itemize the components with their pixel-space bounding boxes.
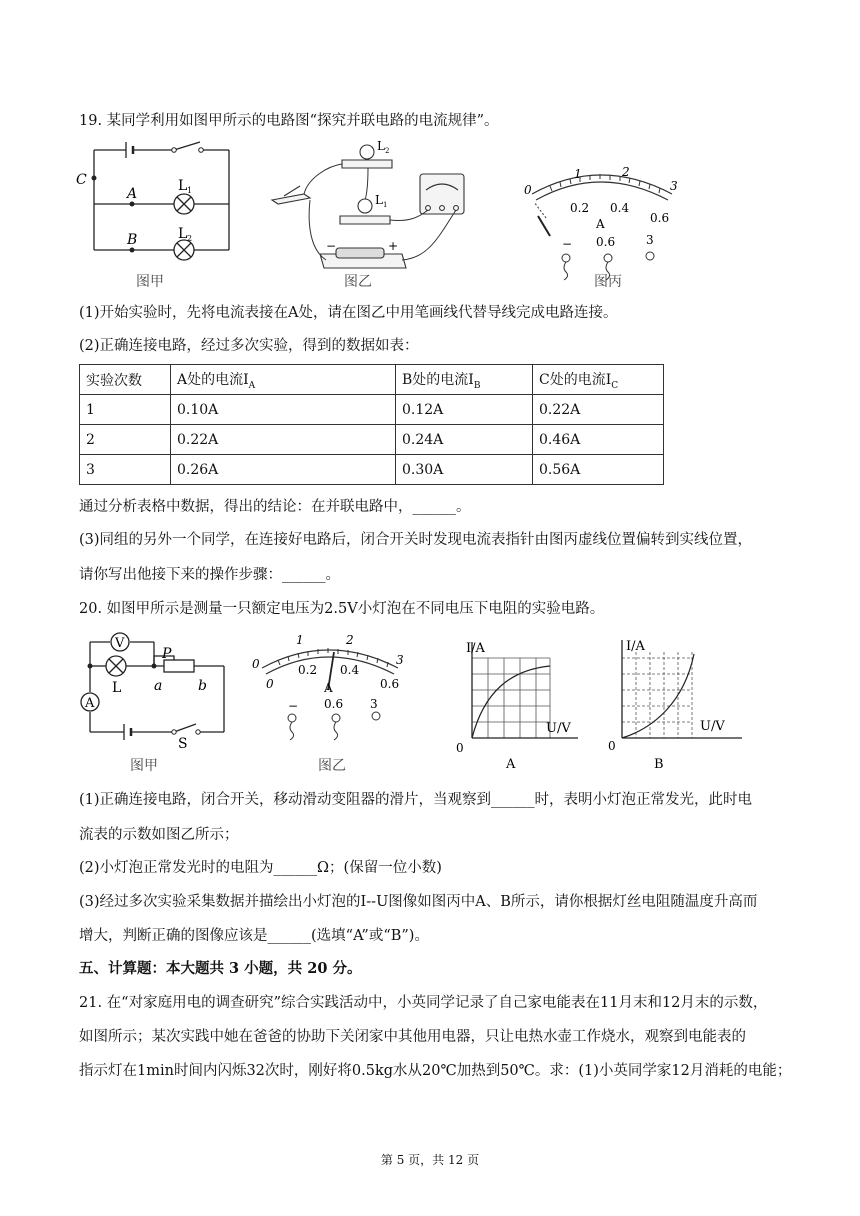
table-header-row bbox=[80, 365, 664, 395]
table-cell: 0.12A bbox=[396, 395, 533, 425]
svg-text:−: − bbox=[562, 237, 573, 251]
table-cell: 3 bbox=[80, 455, 171, 485]
q20-part2: (2)小灯泡正常发光时的电阻为______Ω；(保留一位小数) bbox=[79, 860, 442, 876]
svg-text:U/V: U/V bbox=[700, 719, 725, 734]
q21-line2: 如图所示；某次实践中她在爸爸的协助下关闭家中其他用电器，只让电热水壶工作烧水，观察到电能表的 bbox=[79, 1029, 746, 1045]
table-cell: 0.46A bbox=[533, 425, 664, 455]
svg-text:0.4: 0.4 bbox=[610, 201, 630, 215]
q19-circuit-diagram-jia bbox=[70, 138, 250, 290]
svg-text:2: 2 bbox=[346, 633, 354, 647]
svg-text:0: 0 bbox=[608, 739, 616, 753]
q19-ammeter-dial-bing bbox=[510, 160, 690, 290]
svg-text:0.2: 0.2 bbox=[298, 663, 318, 677]
lamp-l2-label: L bbox=[178, 226, 188, 242]
table-cell: 0.26A bbox=[171, 455, 396, 485]
q20-title: 20. 如图甲所示是测量一只额定电压为2.5V小灯泡在不同电压下电阻的实验电路。 bbox=[79, 601, 605, 617]
q21-line3: 指示灯在1min时间内闪烁32次时，刚好将0.5kg水从20℃加热到50℃。求：(1)小英同学家12月消耗的电能； bbox=[79, 1063, 792, 1079]
point-c-label: C bbox=[76, 172, 87, 188]
table-cell: 1 bbox=[80, 395, 171, 425]
svg-text:3: 3 bbox=[646, 233, 654, 247]
ammeter-label: A bbox=[85, 696, 95, 711]
table-row bbox=[80, 425, 664, 455]
svg-text:3: 3 bbox=[396, 653, 404, 667]
svg-text:1: 1 bbox=[187, 186, 193, 195]
voltmeter-label: V bbox=[115, 636, 125, 651]
q20-graph-a bbox=[450, 632, 590, 772]
q19-part1: (1)开始实验时，先将电流表接在A处，请在图乙中用笔画线代替导线完成电路连接。 bbox=[79, 305, 618, 321]
table-cell: 0.10A bbox=[171, 395, 396, 425]
svg-text:P: P bbox=[162, 646, 172, 662]
graph-b-label: B bbox=[654, 757, 664, 772]
q21-line1: 21. 在“对家庭用电的调查研究”综合实践活动中，小英同学记录了自己家电能表在11月末和12月末的示数， bbox=[79, 995, 768, 1011]
table-cell: 2 bbox=[80, 425, 171, 455]
table-cell: 0.24A bbox=[396, 425, 533, 455]
svg-text:2: 2 bbox=[622, 165, 630, 179]
switch-label: S bbox=[178, 736, 188, 752]
fig-yi-caption: 图乙 bbox=[318, 758, 346, 774]
svg-text:A: A bbox=[596, 217, 605, 231]
q20-part1-line1: (1)正确连接电路，闭合开关，移动滑动变阻器的滑片，当观察到______时，表明小灯泡正常发光，此时电 bbox=[79, 792, 753, 808]
svg-text:3: 3 bbox=[370, 697, 378, 711]
svg-text:1: 1 bbox=[574, 167, 582, 181]
q20-part1-line2: 流表的示数如图乙所示； bbox=[79, 827, 239, 843]
fig-jia-caption: 图甲 bbox=[136, 274, 164, 290]
svg-text:2: 2 bbox=[187, 234, 193, 243]
q20-graph-b bbox=[604, 632, 754, 772]
q19-data-table bbox=[79, 364, 664, 485]
svg-text:A: A bbox=[324, 681, 333, 695]
section-heading: 五、计算题：本大题共 3 小题，共 20 分。 bbox=[79, 960, 362, 977]
svg-text:L: L bbox=[375, 193, 383, 207]
svg-text:−: − bbox=[326, 239, 337, 253]
svg-text:0.2: 0.2 bbox=[570, 201, 590, 215]
graph-a-label: A bbox=[506, 757, 516, 772]
table-header-cell: A处的电流$I_A$ bbox=[171, 365, 396, 395]
svg-text:2: 2 bbox=[385, 147, 390, 155]
svg-text:1: 1 bbox=[383, 201, 388, 209]
fig-yi-caption: 图乙 bbox=[344, 274, 372, 290]
table-cell: 0.30A bbox=[396, 455, 533, 485]
svg-text:U/V: U/V bbox=[546, 721, 571, 736]
q20-circuit-diagram-jia bbox=[74, 628, 234, 776]
svg-text:0: 0 bbox=[456, 741, 464, 755]
svg-text:0: 0 bbox=[266, 677, 274, 691]
table-header-cell: C处的电流$I_C$ bbox=[533, 365, 664, 395]
svg-text:0.6: 0.6 bbox=[650, 211, 670, 225]
table-row bbox=[80, 455, 664, 485]
table-cell: 0.56A bbox=[533, 455, 664, 485]
q20-part3-line2: 增大，判断正确的图像应该是______(选填“A”或“B”)。 bbox=[79, 928, 429, 944]
q19-apparatus-diagram-yi bbox=[268, 138, 478, 290]
q20-part3-line1: (3)经过多次实验采集数据并描绘出小灯泡的I--U图像如图丙中A、B所示，请你根据灯丝电阻随温度升高而 bbox=[79, 894, 758, 910]
svg-text:−: − bbox=[288, 699, 299, 713]
svg-text:3: 3 bbox=[670, 179, 678, 193]
page-footer: 第 5 页，共 12 页 bbox=[380, 1153, 480, 1167]
table-cell: 0.22A bbox=[533, 395, 664, 425]
svg-text:b: b bbox=[198, 678, 207, 694]
q19-part3-line1: (3)同组的另外一个同学，在连接好电路后，闭合开关时发现电流表指针由图丙虚线位置偏转到实线位置， bbox=[79, 532, 753, 548]
table-header-cell: B处的电流$I_B$ bbox=[396, 365, 533, 395]
q19-part2: (2)正确连接电路，经过多次实验，得到的数据如表： bbox=[79, 338, 419, 354]
svg-text:0.6: 0.6 bbox=[596, 235, 616, 249]
table-cell: 0.22A bbox=[171, 425, 396, 455]
fig-bing-caption: 图丙 bbox=[594, 274, 622, 290]
fig-jia-caption: 图甲 bbox=[130, 758, 158, 774]
table-header-cell: 实验次数 bbox=[80, 365, 171, 395]
svg-text:0.6: 0.6 bbox=[380, 677, 400, 691]
svg-text:0.4: 0.4 bbox=[340, 663, 360, 677]
point-a-label: A bbox=[127, 186, 138, 202]
point-b-label: B bbox=[127, 232, 138, 248]
svg-text:1: 1 bbox=[296, 633, 304, 647]
q19-part3-line2: 请你写出他接下来的操作步骤：______。 bbox=[79, 567, 340, 583]
svg-text:+: + bbox=[388, 239, 399, 253]
table-row bbox=[80, 395, 664, 425]
svg-text:0: 0 bbox=[252, 657, 260, 671]
svg-text:I/A: I/A bbox=[466, 641, 485, 656]
svg-text:0.6: 0.6 bbox=[324, 697, 344, 711]
svg-text:a: a bbox=[154, 678, 163, 694]
lamp-l1-label: L bbox=[178, 178, 188, 194]
q20-ammeter-dial-yi bbox=[248, 628, 418, 776]
q19-title: 19. 某同学利用如图甲所示的电路图“探究并联电路的电流规律”。 bbox=[79, 113, 499, 129]
svg-text:L: L bbox=[377, 139, 385, 153]
svg-text:0: 0 bbox=[524, 183, 532, 197]
svg-text:I/A: I/A bbox=[626, 639, 645, 654]
q19-conclusion: 通过分析表格中数据，得出的结论：在并联电路中，______。 bbox=[79, 499, 471, 515]
lamp-label: L bbox=[112, 680, 122, 696]
